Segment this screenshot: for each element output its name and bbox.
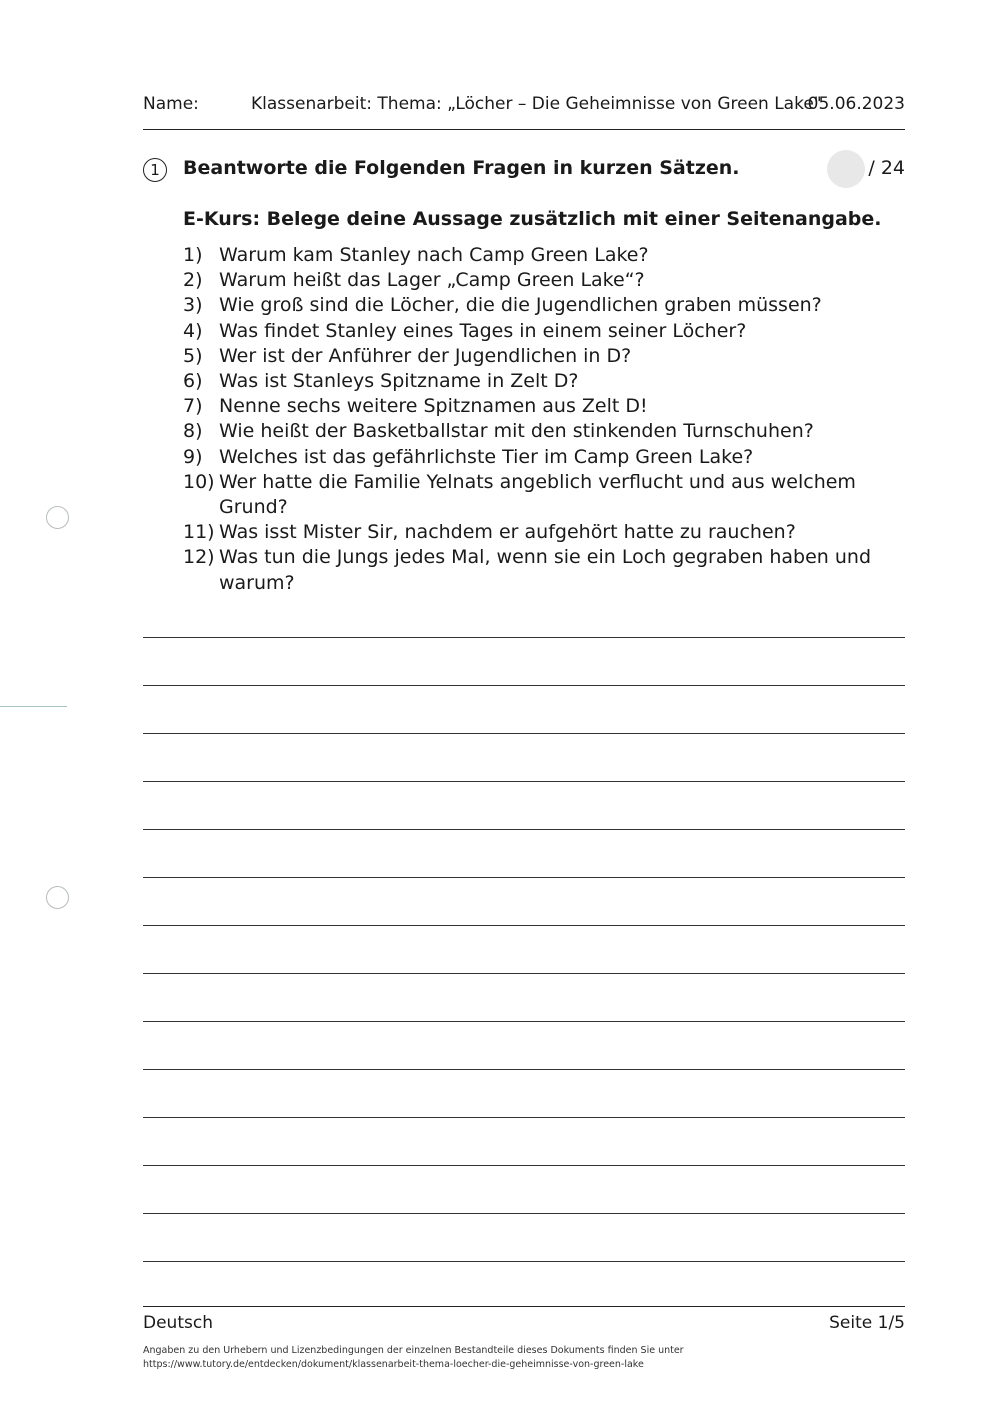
question-number: 1) [183,244,203,266]
exam-title: Klassenarbeit: Thema: „Löcher – Die Geheimnisse von Green Lake" [251,94,822,114]
question-text: Was tun die Jungs jedes Mal, wenn sie ein Loch gegraben haben und warum? [219,546,872,594]
punch-hole-mark [46,886,69,909]
question-item [183,470,883,520]
answer-line[interactable] [143,685,905,686]
question-number: 7) [183,395,203,418]
question-text: Wer ist der Anführer der Jugendlichen in D? [219,344,632,367]
license-note [143,1344,905,1372]
footer-subject: Deutsch [143,1313,213,1333]
question-number: 12) [183,546,215,569]
question-item [183,293,883,318]
question-number: 9) [183,445,203,468]
answer-line[interactable] [143,1117,905,1118]
answer-line[interactable] [143,877,905,878]
task-number-badge: 1 [143,158,167,182]
question-number: 10) [183,470,215,493]
name-label: Name: [143,94,199,114]
question-number: 4) [183,319,203,342]
question-item [183,369,883,394]
question-number: 11) [183,521,215,544]
answer-line[interactable] [143,781,905,782]
question-text: Was isst Mister Sir, nachdem er aufgehört hatte zu rauchen? [219,521,796,544]
answer-line[interactable] [143,925,905,926]
footer-divider [143,1306,905,1307]
license-link[interactable]: https://www.tutory.de/entdecken/dokument/klassenarbeit-thema-loecher-die-geheimnisse-von-green-lake [143,1359,644,1370]
question-item [183,445,883,470]
ekurs-instruction: E-Kurs: Belege deine Aussage zusätzlich mit einer Seitenangabe. [183,208,882,230]
answer-line[interactable] [143,733,905,734]
question-number: 5) [183,344,203,367]
question-text: Was findet Stanley eines Tages in einem seiner Löcher? [219,319,747,342]
question-text: Warum kam Stanley nach Camp Green Lake? [219,244,649,266]
question-item [183,520,883,545]
score-total: / 24 [868,157,905,179]
exam-date: 05.06.2023 [807,94,905,114]
question-text: Wer hatte die Familie Yelnats angeblich verflucht und aus welchem Grund? [219,470,856,519]
question-number: 3) [183,294,203,317]
question-item [183,344,883,369]
question-item [183,545,883,595]
question-text: Wie heißt der Basketballstar mit den stinkenden Turnschuhen? [219,420,814,443]
question-text: Warum heißt das Lager „Camp Green Lake“? [219,269,645,292]
question-text: Wie groß sind die Löcher, die die Jugendlichen graben müssen? [219,294,822,317]
question-text: Nenne sechs weitere Spitznamen aus Zelt D! [219,395,648,418]
page-number: Seite 1/5 [829,1313,905,1333]
question-text: Welches ist das gefährlichste Tier im Camp Green Lake? [219,445,754,468]
question-item [183,268,883,293]
question-number: 2) [183,269,203,292]
question-item [183,319,883,344]
answer-line[interactable] [143,1213,905,1214]
answer-line[interactable] [143,973,905,974]
question-item [183,243,883,268]
license-text: Angaben zu den Urhebern und Lizenzbedingungen der einzelnen Bestandteile dieses Dokuments finden Sie unter [143,1345,684,1356]
score-field [827,150,865,188]
question-item [183,394,883,419]
answer-line[interactable] [143,1069,905,1070]
answer-line[interactable] [143,1261,905,1262]
answer-line[interactable] [143,1165,905,1166]
punch-hole-mark [46,506,69,529]
question-text: Was ist Stanleys Spitzname in Zelt D? [219,370,579,393]
question-number: 6) [183,370,203,393]
answer-line[interactable] [143,637,905,638]
question-number: 8) [183,420,203,443]
task-title: Beantworte die Folgenden Fragen in kurzen Sätzen. [183,157,740,179]
question-list [183,243,883,596]
answer-line[interactable] [143,1021,905,1022]
answer-line[interactable] [143,829,905,830]
header-divider [143,129,905,130]
fold-mark [0,706,67,707]
document-header [143,94,905,120]
question-item [183,419,883,444]
